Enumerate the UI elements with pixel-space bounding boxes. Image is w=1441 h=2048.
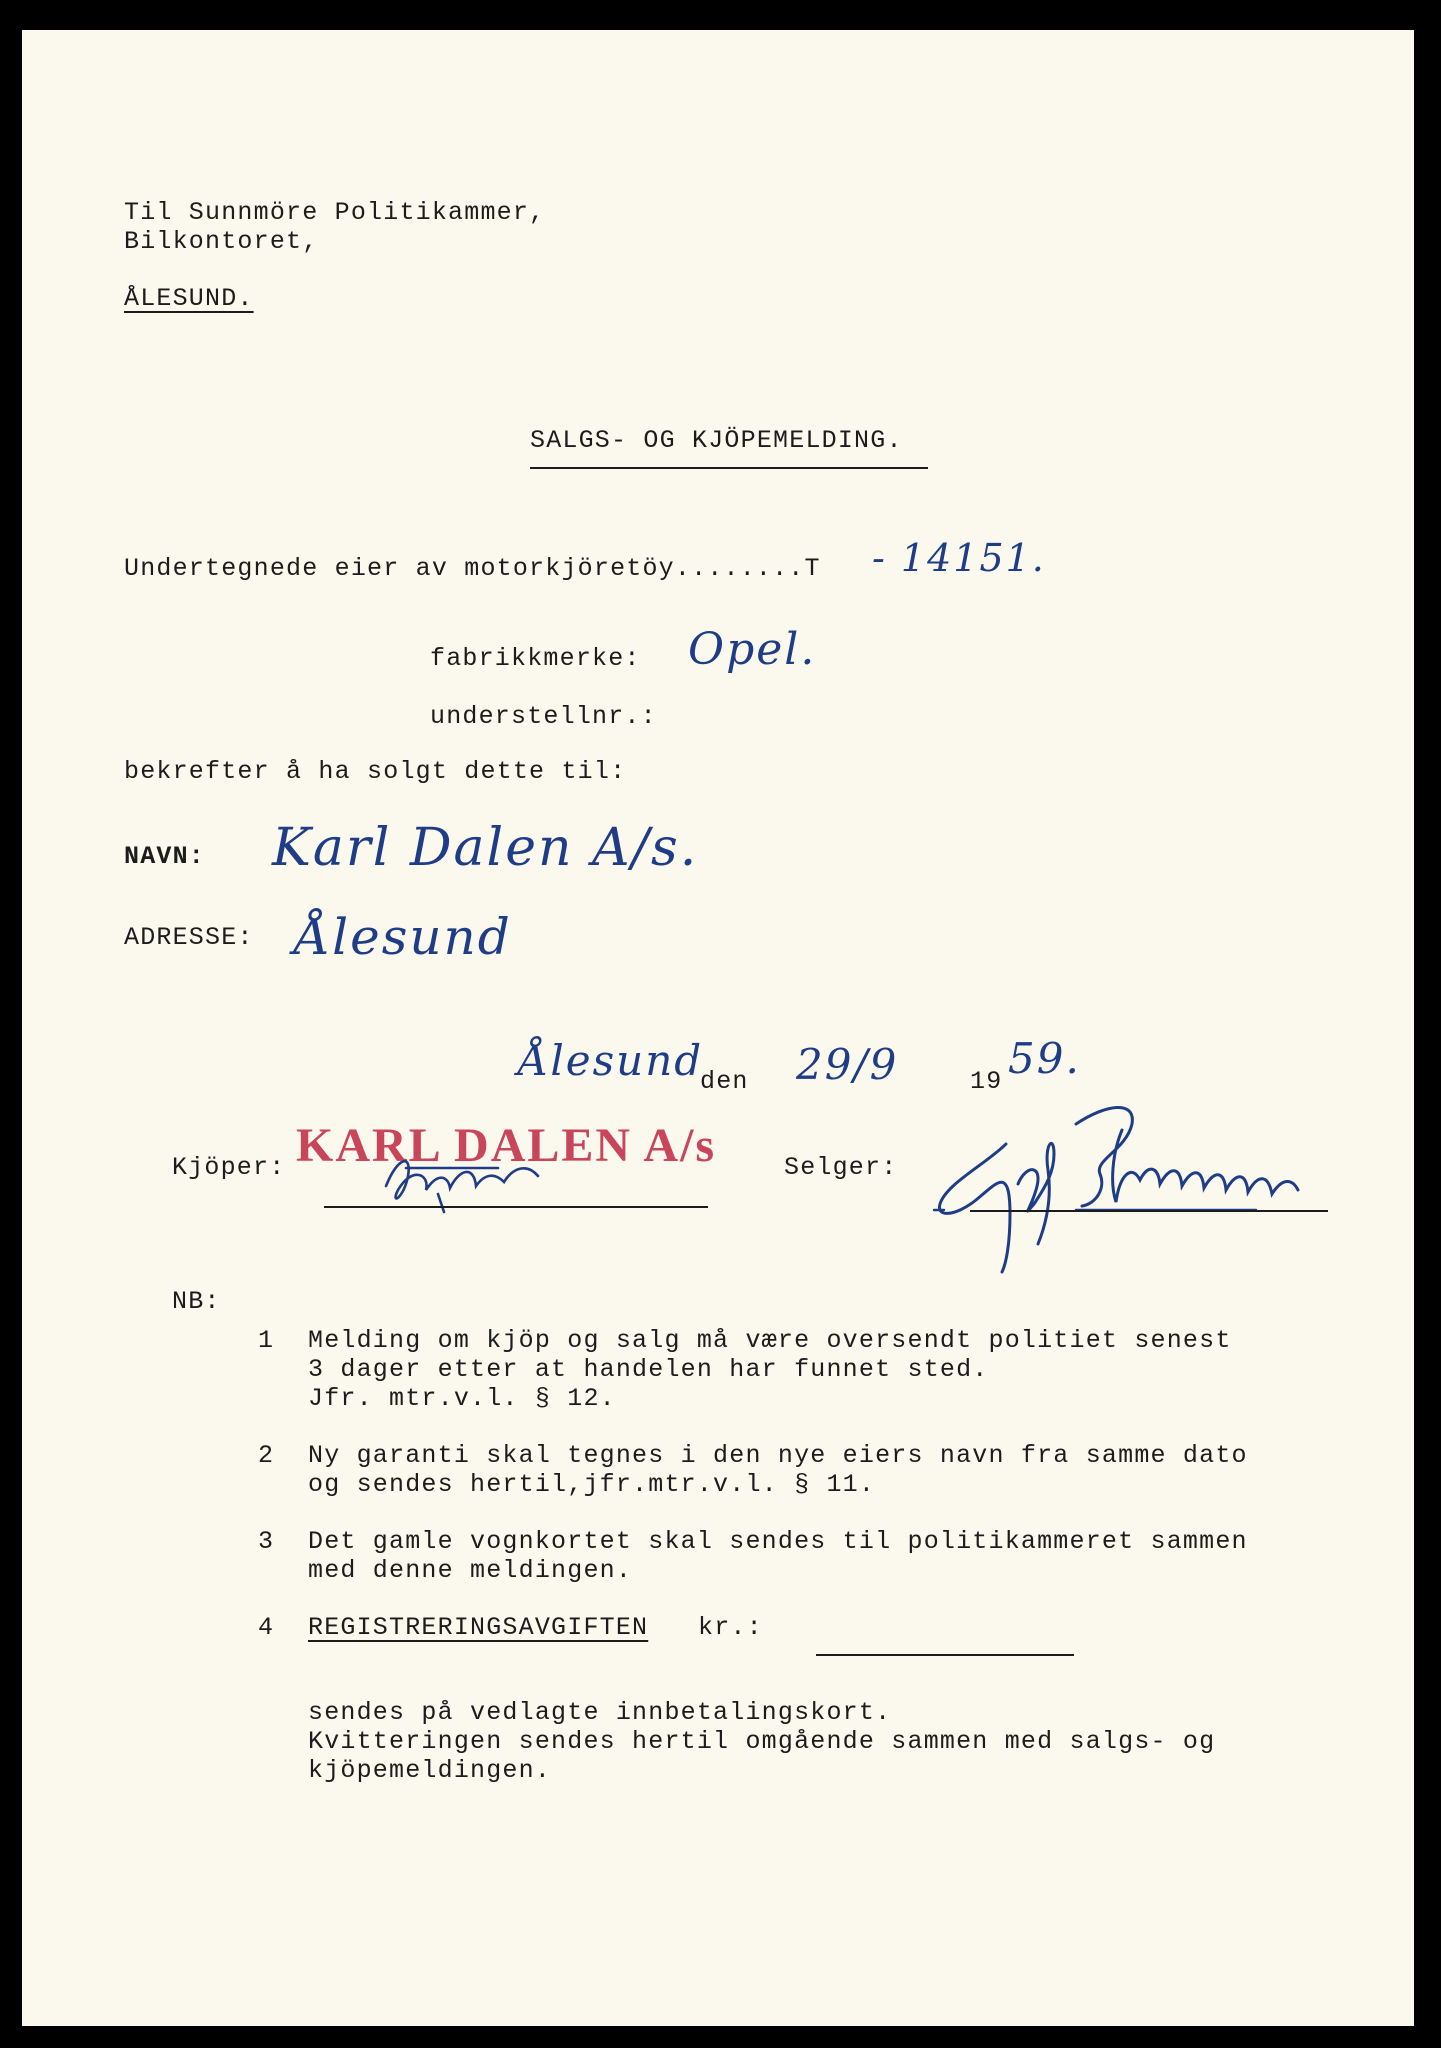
footer-line-2: Kvitteringen sendes hertil omgående sammen med salgs- og	[308, 1727, 1216, 1756]
footer-line-1: sendes på vedlagte innbetalingskort.	[308, 1698, 892, 1727]
date-label: den	[700, 1067, 749, 1096]
seller-label: Selger:	[784, 1153, 898, 1182]
place-handwriting: Ålesund	[518, 1036, 704, 1085]
addressee-line-1: Til Sunnmöre Politikammer,	[124, 198, 546, 227]
document-title: SALGS- OG KJÖPEMELDING.	[530, 426, 903, 455]
seller-signature	[926, 1094, 1346, 1274]
seller-signature-line	[970, 1210, 1328, 1212]
buyer-company-stamp: KARL DALEN A/s	[296, 1119, 717, 1172]
address-handwriting: Ålesund	[294, 908, 512, 966]
note-2-line-2: og sendes hertil,jfr.mtr.v.l. § 11.	[308, 1470, 876, 1499]
note-2-number: 2	[258, 1441, 275, 1470]
title-underline	[530, 467, 928, 469]
note-4-suffix: kr.:	[698, 1613, 763, 1642]
note-4-label: REGISTRERINGSAVGIFTEN	[308, 1613, 649, 1642]
owner-statement: Undertegnede eier av motorkjöretöy........T	[124, 554, 821, 583]
name-handwriting: Karl Dalen A/s.	[272, 818, 699, 878]
note-2-line-1: Ny garanti skal tegnes i den nye eiers navn fra samme dato	[308, 1441, 1248, 1470]
sold-to-label: bekrefter å ha solgt dette til:	[124, 757, 627, 786]
note-1-line-1: Melding om kjöp og salg må være oversendt politiet senest	[308, 1326, 1232, 1355]
registration-number-handwriting: - 14151.	[872, 536, 1046, 580]
footer-line-3: kjöpemeldingen.	[308, 1756, 552, 1785]
year-handwriting: 59.	[1008, 1034, 1081, 1083]
fee-amount-line	[816, 1654, 1074, 1656]
addressee-line-2: Bilkontoret,	[124, 227, 319, 256]
buyer-signature-line	[324, 1206, 708, 1208]
note-3-number: 3	[258, 1527, 275, 1556]
note-1-line-3: Jfr. mtr.v.l. § 12.	[308, 1384, 616, 1413]
date-handwriting: 29/9	[796, 1040, 899, 1089]
note-3-line-1: Det gamle vognkortet skal sendes til politikammeret sammen	[308, 1527, 1248, 1556]
notes-label: NB:	[172, 1287, 221, 1316]
name-label: NAVN:	[124, 842, 206, 871]
make-handwriting: Opel.	[688, 624, 817, 675]
note-1-number: 1	[258, 1326, 275, 1355]
year-prefix: 19	[970, 1067, 1003, 1096]
note-1-line-2: 3 dager etter at handelen har funnet sted.	[308, 1355, 989, 1384]
addressee-city: ÅLESUND.	[124, 284, 254, 313]
chassis-label: understellnr.:	[430, 702, 657, 731]
address-label: ADRESSE:	[124, 923, 254, 952]
note-3-line-2: med denne meldingen.	[308, 1556, 633, 1585]
make-label: fabrikkmerke:	[430, 644, 641, 673]
note-4-number: 4	[258, 1613, 275, 1642]
buyer-label: Kjöper:	[172, 1153, 286, 1182]
document-page	[22, 30, 1414, 2026]
